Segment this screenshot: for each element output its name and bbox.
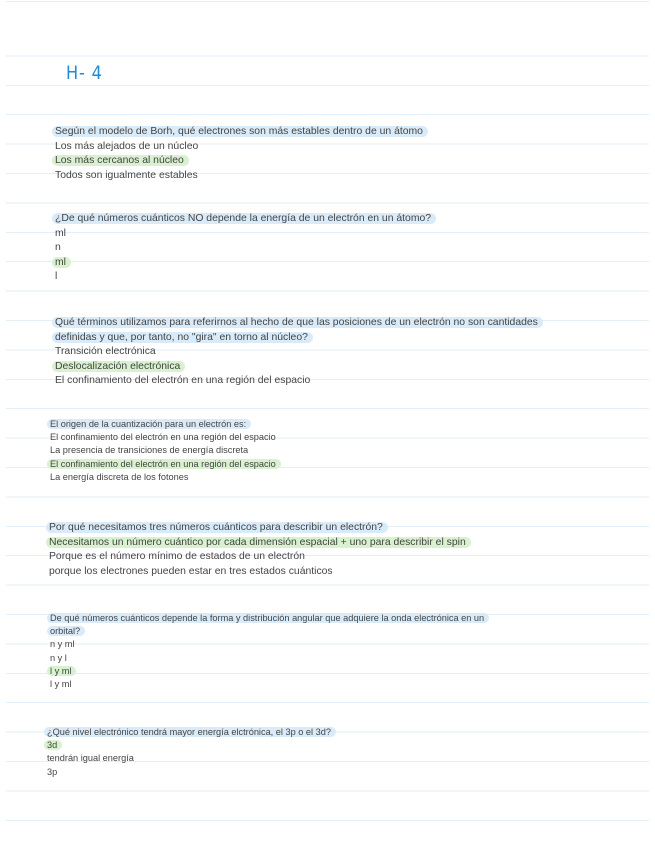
answer-option [55,270,436,285]
correct-answer [50,458,281,471]
line-text: Qué términos utilizamos para referirnos al hecho de que las posiciones de un electrón no son cantidades [52,317,543,328]
answer-option [47,766,336,779]
answer-option [55,169,428,184]
ruled-note-page [6,0,649,848]
line-text: La energía discreta de los fotones [50,471,189,482]
answer-option [50,444,281,457]
line-text: n [55,242,61,253]
answer-option [47,752,336,765]
line-text: ¿De qué números cuánticos NO depende la energía de un electrón en un átomo? [52,213,436,224]
line-text: l y ml [50,679,72,690]
answer-option [49,550,471,565]
answer-option [55,241,436,256]
line-text: ml [55,227,66,239]
line-text: El confinamiento del electrón en una región del espacio [50,432,276,443]
line-text: La presencia de transiciones de energía discreta [50,445,249,456]
question-text [50,612,489,625]
page-title: H- 4 [66,62,103,84]
answer-option [50,431,281,444]
line-text: definidas y que, por tanto, no "gira" en torno al núcleo? [52,332,313,343]
question-text [55,316,543,331]
answer-option [55,345,543,360]
answer-option [55,140,428,155]
question-text [55,331,543,346]
line-text: Porque es el número mínimo de estados de un electrón [49,551,305,562]
question-block [55,212,436,285]
line-text: n y ml [50,639,75,650]
line-text: Transición electrónica [55,346,156,357]
question-block [50,612,489,691]
question-text [50,418,281,431]
correct-answer [49,536,471,551]
correct-answer [47,739,336,752]
line-text: n y l [50,652,67,663]
line-text: ¿Qué nivel electrónico tendrá mayor energía elctrónica, el 3p o el 3d? [44,727,336,737]
answer-option [55,227,436,242]
answer-option [50,652,489,665]
line-text: Por qué necesitamos tres números cuánticos para describir un electrón? [46,522,388,533]
line-text: El confinamiento del electrón en una región del espacio [47,459,281,469]
question-block [55,316,543,389]
line-text: 3p [47,766,58,777]
line-text: El confinamiento del electrón en una región del espacio [55,375,311,386]
line-text: Los más alejados de un núcleo [55,140,199,152]
question-block [47,726,336,779]
answer-option [50,471,281,484]
line-text: Según el modelo de Borh, qué electrones son más estables dentro de un átomo [52,126,428,137]
question-text [50,625,489,638]
question-block [49,521,471,579]
line-text: ml [52,257,71,268]
answer-option [50,638,489,651]
line-text: l y ml [47,666,76,676]
line-text: Los más cercanos al núcleo [52,155,189,166]
line-text: Todos son igualmente estables [55,169,198,181]
line-text: Necesitamos un número cuántico por cada dimensión espacial + uno para describir el spin [46,537,471,548]
question-text [49,521,471,536]
question-text [47,726,336,739]
line-text: 3d [44,740,62,750]
correct-answer [50,665,489,678]
line-text: porque los electrones pueden estar en tres estados cuánticos [49,565,333,577]
line-text: orbital? [47,626,85,636]
line-text: l [55,271,58,282]
line-text: tendrán igual energía [47,753,134,764]
correct-answer [55,256,436,271]
question-block [55,125,428,183]
line-text: De qué números cuánticos depende la forma y distribución angular que adquiere la onda electrónica en un [47,613,489,623]
answer-option [49,565,471,580]
correct-answer [55,154,428,169]
question-block [50,418,281,484]
line-text: El origen de la cuantización para un electrón es: [47,419,251,429]
line-text: Deslocalización electrónica [52,361,185,372]
correct-answer [55,360,543,375]
question-text [55,125,428,140]
question-text [55,212,436,227]
answer-option [50,678,489,691]
answer-option [55,374,543,389]
